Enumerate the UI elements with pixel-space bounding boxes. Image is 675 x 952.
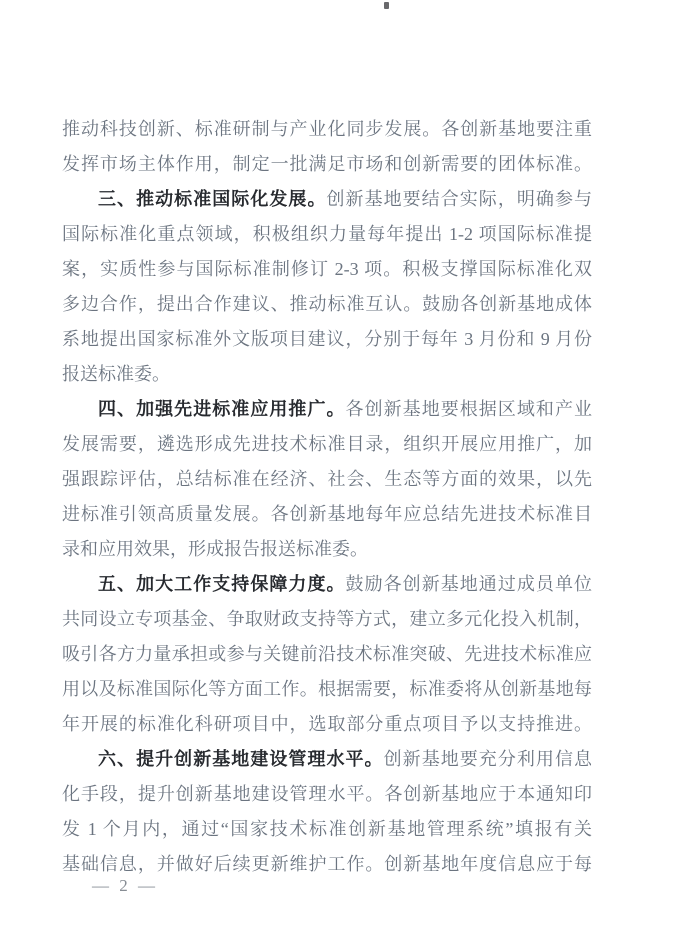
section-heading: 六、提升创新基地建设管理水平。: [98, 749, 384, 769]
document-line: 化手段，提升创新基地建设管理水平。各创新基地应于本通知印: [62, 784, 592, 804]
document-line: 系地提出国家标准外文版项目建议，分别于每年 3 月份和 9 月份: [62, 329, 592, 349]
document-line: 推动科技创新、标准研制与产业化同步发展。各创新基地要注重: [62, 119, 592, 139]
document-line: 发 1 个月内，通过“国家技术标准创新基地管理系统”填报有关: [62, 819, 592, 839]
document-line: 进标准引领高质量发展。各创新基地每年应总结先进技术标准目: [62, 504, 592, 524]
document-line-section-3: [62, 182, 592, 217]
document-line: 录和应用效果，形成报告报送标准委。: [62, 539, 368, 559]
document-line: 发展需要，遴选形成先进技术标准目录，组织开展应用推广，加: [62, 434, 592, 454]
document-line: 用以及标准国际化等方面工作。根据需要，标准委将从创新基地每: [62, 679, 592, 699]
section-heading: 三、推动标准国际化发展。: [98, 189, 327, 209]
scan-artifact-speck: [384, 2, 389, 9]
document-line: 吸引各方力量承担或参与关键前沿技术标准突破、先进技术标准应: [62, 644, 592, 664]
document-line: 共同设立专项基金、争取财政支持等方式，建立多元化投入机制，: [62, 609, 592, 629]
document-line: 案，实质性参与国际标准制修订 2-3 项。积极支撑国际标准化双: [62, 259, 592, 279]
document-line: 基础信息，并做好后续更新维护工作。创新基地年度信息应于每: [62, 854, 592, 874]
document-line: 多边合作，提出合作建议、推动标准互认。鼓励各创新基地成体: [62, 294, 592, 314]
page-number: — 2 —: [92, 876, 158, 895]
section-heading: 五、加大工作支持保障力度。: [98, 574, 346, 594]
document-line-section-4: [62, 392, 592, 427]
section-body-text: 创新基地要结合实际，明确参与: [326, 189, 593, 209]
document-body: [62, 112, 592, 882]
document-line: 报送标准委。: [62, 364, 170, 384]
document-line-section-5: [62, 567, 592, 602]
document-line: 年开展的标准化科研项目中，选取部分重点项目予以支持推进。: [62, 714, 592, 734]
document-line-section-6: [62, 742, 592, 777]
section-body-text: 各创新基地要根据区域和产业: [345, 399, 593, 419]
section-body-text: 鼓励各创新基地通过成员单位: [345, 574, 593, 594]
document-line: 发挥市场主体作用，制定一批满足市场和创新需要的团体标准。: [62, 154, 592, 174]
section-body-text: 创新基地要充分利用信息: [383, 749, 593, 769]
document-line: 强跟踪评估，总结标准在经济、社会、生态等方面的效果，以先: [62, 469, 592, 489]
section-heading: 四、加强先进标准应用推广。: [98, 399, 346, 419]
document-line: 国际标准化重点领域，积极组织力量每年提出 1-2 项国际标准提: [62, 224, 592, 244]
